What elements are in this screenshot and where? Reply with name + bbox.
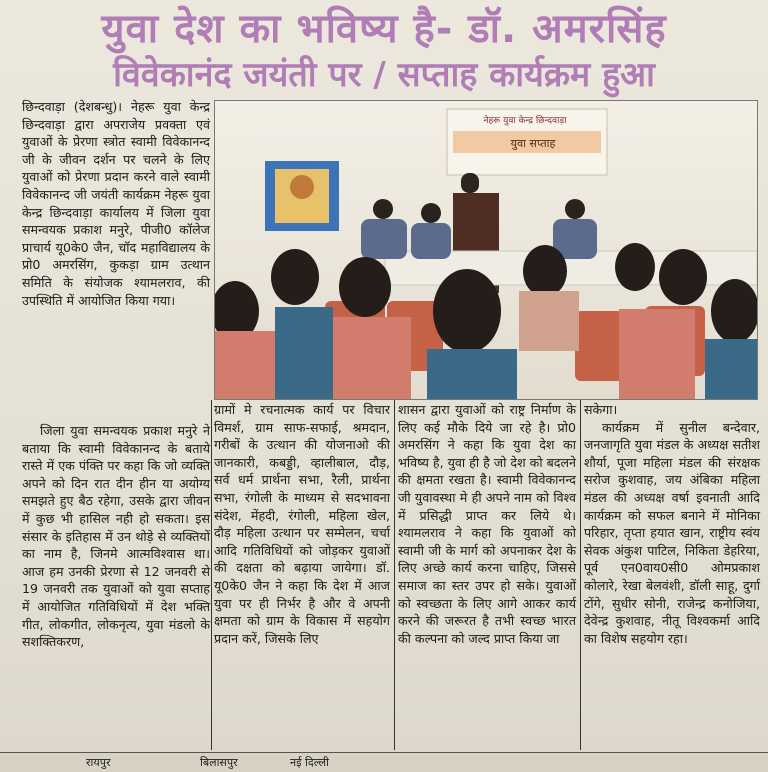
column-rule xyxy=(211,400,212,750)
photo-banner-sub: युवा सप्ताह xyxy=(510,137,556,150)
article-paragraph-lead: सकेगा। xyxy=(584,402,618,417)
column-rule xyxy=(394,400,395,750)
edition-footer xyxy=(0,752,768,772)
headline-sub: विवेकानंद जयंती पर / सप्ताह कार्यक्रम हुआ xyxy=(113,55,655,95)
event-photo xyxy=(214,100,758,400)
column-rule xyxy=(580,400,581,750)
article-paragraph: कार्यक्रम में सुनील बन्देवार, जनजागृति युवा मंडल के अध्यक्ष सतीश शौर्या, पूजा महिला मंडल की संरक्षक सरोज कुशवाह, जय अंबिका महिला मंडल की अध्यक्ष वर्षा इवनाती आदि कार्यक्रम को सफल बनाने में मोनिका परिहार, तृप्ता हयात खान, राष्ट्रीय स्वंय सेवक अंकुश पाटिल, निकिता डेहरिया, पूर्व एन0वाय0सी0 ओमप्रकाश कोलारे, रेखा बेलवंशी, डॉली साहू, दुर्गा टोंगे, सुधीर सोनी, राजेन्द्र कनोजिया, देवेन्द्र कुशवाह, नीतू विश्वकर्मा आदि का विशेष सहयोग रहा। xyxy=(584,419,760,646)
article-column-4 xyxy=(584,401,760,647)
footer-edition: रायपुर xyxy=(86,756,111,769)
article-paragraph: छिन्दवाड़ा (देशबन्धु)। नेहरू युवा केन्द्र छिन्दवाड़ा द्वारा अपराजेय प्रवक्ता एवं युवाओं के प्रेरणा स्त्रोत स्वामी विवेकानन्द जी के जीवन दर्शन पर चलने के लिए युवाओं को प्रेरणा प्रदान करने वाले स्वामी विवेकानन्द जी जयंती कार्यक्रम नेहरू युवा केन्द्र छिन्दवाड़ा कार्यालय में जिला युवा समन्वयक प्रकाश मनुरे, पीजी0 कॉलेज प्राचार्य यू0के0 जैन, चॉद महाविद्यालय के प्रो0 अमरसिंग, कुकड़ा ग्राम उत्थान समिति के संयोजक श्यामलराव, की उपस्थिति में आयोजित किया गया। xyxy=(22,99,210,308)
article-column-3 xyxy=(398,401,576,647)
article-column-1-top xyxy=(22,98,210,309)
article-paragraph: ग्रामों मे रचनात्मक कार्य पर विचार विमर्श, ग्राम साफ-सफाई, श्रमदान, गरीबों के उत्थान की योजनाओ की जानकारी, कबड्डी, व्हालीबाल, दौड़, सर्व धर्म प्रार्थना सभा, रैली, प्रार्थना सभा, रंगोली के माध्यम से सदभावना संदेश, मेंहदी, रंगोली, महिला खेल, दौड़ महिला उत्थान पर सम्मेलन, चर्चा आदि गतिविधियों को जोड़कर युवाओं की दक्षता को बढ़ाया जायेगा। डॉ. यू0के0 जैन ने कहा कि देश में आज युवा पर ही निर्भर है और वे अपनी क्षमता को ग्राम के विकास में सहयोग प्रदान करें, जिसके लिए xyxy=(214,402,390,646)
headline-main: युवा देश का भविष्य है- डॉ. अमरसिंह xyxy=(101,6,667,52)
article-column-2 xyxy=(214,401,390,647)
article-column-1-bottom xyxy=(22,422,210,651)
footer-edition: नई दिल्ली xyxy=(290,756,329,769)
footer-edition: बिलासपुर xyxy=(200,756,238,769)
article-paragraph: शासन द्वारा युवाओं को राष्ट्र निर्माण के लिए कई मौके दिये जा रहे है। प्रो0 अमरसिंग ने कहा कि युवा देश का भविष्य है, युवा ही है जो देश को बदलने की क्षमता रखता है। स्वामी विवेकानन्द जी युवावस्था मे ही अपने नाम को विश्व में प्रसिद्धी प्राप्त कर लिये थे। श्यामलराव ने कहा कि युवाओं को स्वामी जी के मार्ग को अपनाकर देश के लिए अच्छे कार्य करना चाहिए, जिससे समाज का स्तर उपर हो सके। युवाओं को स्वच्छता के लिए आगे आकर कार्य करने की जरूरत है तभी स्वच्छ भारत की कल्पना को जल्द प्राप्त किया जा xyxy=(398,402,577,646)
article-paragraph: जिला युवा समन्वयक प्रकाश मनुरे ने बताया कि स्वामी विवेकानन्द के बताये रास्ते में एक पंक्ति पर कहा कि जो व्यक्ति अपने को दिन रात दीन हीन या अयोग्य समझते हुए बैठ रहेगा, उसके द्वारा जीवन में कुछ भी हासिल नही हो सकता। इस संसार के इतिहास में उन थोड़े से व्यक्तियों का नाम है, जिनमे आत्मविश्वास था। आज हम उनकी प्रेरणा से 12 जनवरी से 19 जनवरी तक युवाओं को युवा सप्ताह में आयोजित गतिविधियों में देश भक्ति गीत, लोकगीत, लोकनृत्य, युवा मंडलो के सशक्तिकरण, xyxy=(22,423,210,650)
photo-banner-text: नेहरू युवा केन्द्र छिन्दवाड़ा xyxy=(483,116,567,126)
